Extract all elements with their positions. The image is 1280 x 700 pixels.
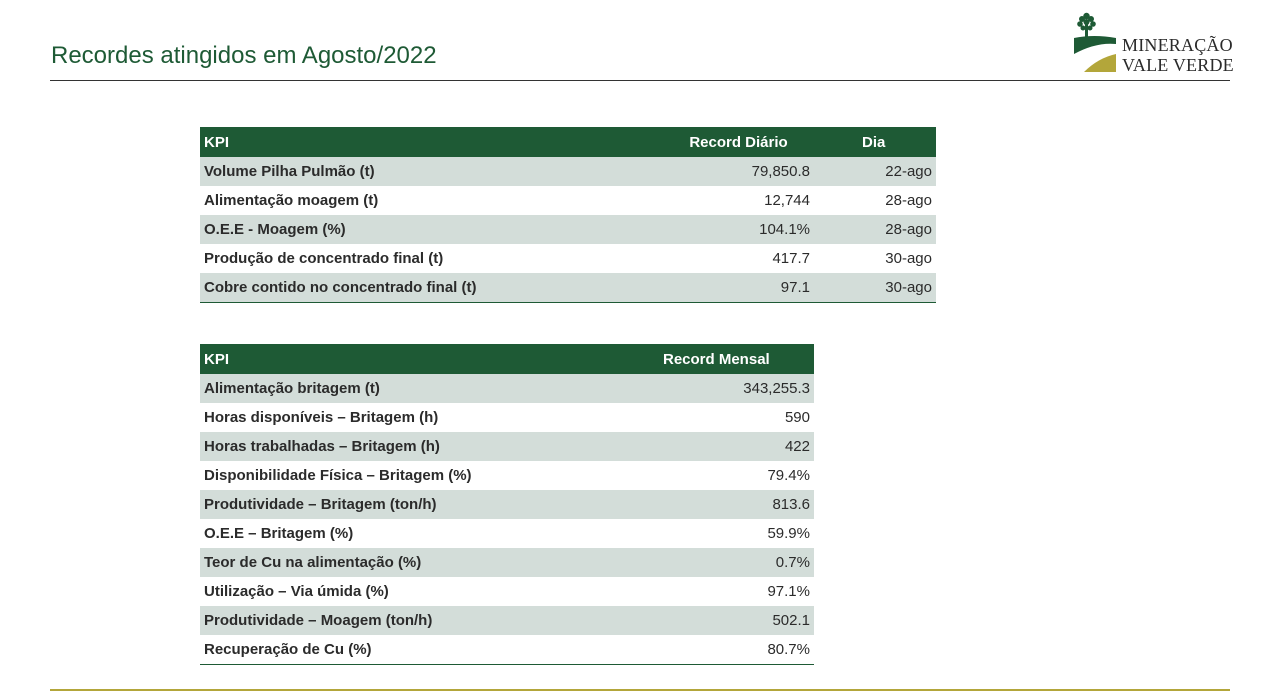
kpi-label: Teor de Cu na alimentação (%): [200, 548, 663, 577]
kpi-label: Alimentação britagem (t): [200, 374, 663, 403]
record-value: 79.4%: [663, 461, 814, 490]
kpi-label: Recuperação de Cu (%): [200, 635, 663, 665]
table-row: [200, 432, 814, 461]
table-row: [200, 635, 814, 665]
daily-records-table: [200, 127, 936, 303]
kpi-label: Utilização – Via úmida (%): [200, 577, 663, 606]
table-row: [200, 186, 936, 215]
table-row: [200, 606, 814, 635]
header-kpi: KPI: [200, 344, 663, 374]
logo-line-1: MINERAÇÃO: [1122, 35, 1233, 55]
table-row: [200, 374, 814, 403]
title-divider: [50, 80, 1230, 81]
table-row: [200, 273, 936, 303]
kpi-label: O.E.E - Moagem (%): [200, 215, 663, 244]
record-value: 343,255.3: [663, 374, 814, 403]
record-value: 0.7%: [663, 548, 814, 577]
table-row: [200, 519, 814, 548]
company-logo: [1072, 10, 1232, 74]
record-value: 97.1%: [663, 577, 814, 606]
record-value: 79,850.8: [663, 157, 814, 186]
kpi-label: Cobre contido no concentrado final (t): [200, 273, 663, 303]
tree-hills-icon: [1072, 10, 1122, 74]
kpi-label: Produtividade – Britagem (ton/h): [200, 490, 663, 519]
record-date: 30-ago: [814, 244, 936, 273]
record-date: 28-ago: [814, 215, 936, 244]
table-row: [200, 461, 814, 490]
record-value: 813.6: [663, 490, 814, 519]
record-value: 97.1: [663, 273, 814, 303]
table-row: [200, 403, 814, 432]
table-row: [200, 548, 814, 577]
table-header-row: [200, 127, 936, 157]
footer-divider: [50, 689, 1230, 691]
kpi-label: Alimentação moagem (t): [200, 186, 663, 215]
table-row: [200, 490, 814, 519]
record-value: 59.9%: [663, 519, 814, 548]
kpi-label: Horas disponíveis – Britagem (h): [200, 403, 663, 432]
record-value: 80.7%: [663, 635, 814, 665]
table-row: [200, 244, 936, 273]
kpi-label: Disponibilidade Física – Britagem (%): [200, 461, 663, 490]
record-value: 417.7: [663, 244, 814, 273]
record-value: 590: [663, 403, 814, 432]
header-kpi: KPI: [200, 127, 663, 157]
kpi-label: Horas trabalhadas – Britagem (h): [200, 432, 663, 461]
logo-line-2: VALE VERDE: [1122, 55, 1234, 75]
header-dia: Dia: [814, 127, 936, 157]
kpi-label: Produtividade – Moagem (ton/h): [200, 606, 663, 635]
record-date: 28-ago: [814, 186, 936, 215]
record-date: 30-ago: [814, 273, 936, 303]
header-record-diario: Record Diário: [663, 127, 814, 157]
monthly-records-table: [200, 344, 814, 665]
table-row: [200, 157, 936, 186]
record-value: 502.1: [663, 606, 814, 635]
kpi-label: O.E.E – Britagem (%): [200, 519, 663, 548]
header-record-mensal: Record Mensal: [663, 344, 814, 374]
record-value: 12,744: [663, 186, 814, 215]
table-row: [200, 215, 936, 244]
page-title: Recordes atingidos em Agosto/2022: [51, 42, 437, 69]
table-row: [200, 577, 814, 606]
kpi-label: Produção de concentrado final (t): [200, 244, 663, 273]
record-value: 104.1%: [663, 215, 814, 244]
kpi-label: Volume Pilha Pulmão (t): [200, 157, 663, 186]
record-value: 422: [663, 432, 814, 461]
table-header-row: [200, 344, 814, 374]
record-date: 22-ago: [814, 157, 936, 186]
